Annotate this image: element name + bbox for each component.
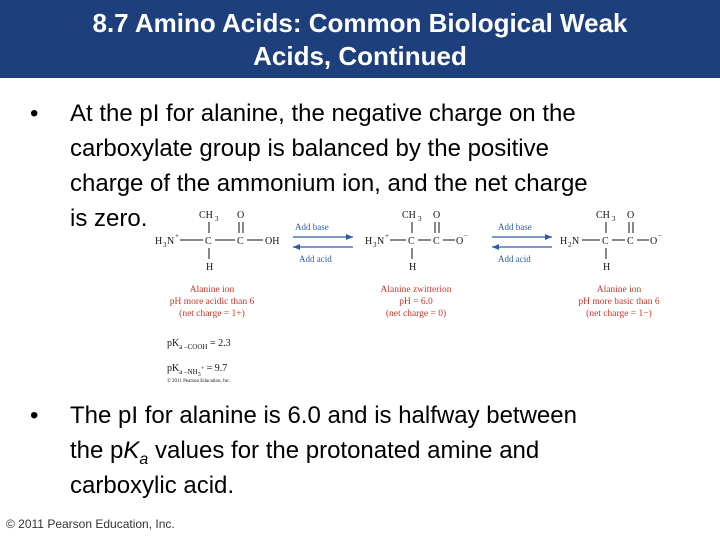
svg-text:H: H <box>155 236 163 247</box>
svg-text:N: N <box>572 236 580 247</box>
bullet-1-line-2: carboxylate group is balanced by the positive <box>70 135 549 162</box>
svg-text:C: C <box>627 236 634 247</box>
svg-text:H: H <box>409 262 417 273</box>
pka-k: K <box>123 437 140 464</box>
bullet-1-line-1: At the pI for alanine, the negative charge on the <box>70 100 576 127</box>
svg-text:H: H <box>603 262 611 273</box>
pka2-prefix: pK <box>167 363 180 374</box>
bullet-1-line-3: charge of the ammonium ion, and the net charge <box>70 170 588 197</box>
ion2-name: Alanine zwitterion <box>380 285 452 295</box>
equilibrium-arrows-2 <box>492 222 552 264</box>
pka-values <box>167 338 231 384</box>
figure-copyright: © 2011 Pearson Education, Inc. <box>167 379 231 384</box>
svg-text:CH: CH <box>596 210 610 221</box>
ion3-charge: (net charge = 1−) <box>586 309 652 319</box>
svg-text:O: O <box>433 210 441 221</box>
svg-text:3: 3 <box>163 241 167 249</box>
pka1-sub: a –COOH <box>179 343 208 351</box>
ion2-charge: (net charge = 0) <box>385 309 447 319</box>
svg-text:N: N <box>167 236 175 247</box>
svg-text:C: C <box>205 236 212 247</box>
svg-text:pKa –NH3+ = 9.7 <box>167 363 227 378</box>
svg-text:+: + <box>385 232 389 240</box>
svg-text:C: C <box>602 236 609 247</box>
alanine-cation-structure <box>155 210 279 273</box>
alanine-zwitterion-structure <box>365 210 468 273</box>
svg-text:H: H <box>560 236 568 247</box>
ion1-charge: (net charge = 1+) <box>179 309 245 319</box>
pka1-prefix: pK <box>167 338 180 349</box>
svg-text:−: − <box>658 232 662 240</box>
svg-text:+: + <box>175 232 179 240</box>
svg-text:3: 3 <box>418 215 422 223</box>
svg-text:−: − <box>464 232 468 240</box>
bullet-2-prefix: the p <box>70 437 124 464</box>
svg-text:3: 3 <box>215 215 219 223</box>
svg-text:pKa –COOH = 2.3 <box>167 338 231 351</box>
bullet-2-line-3: carboxylic acid. <box>70 472 235 499</box>
bullet-2-dot: • <box>30 402 39 429</box>
ion3-name: Alanine ion <box>596 285 642 295</box>
add-base-label-1: Add base <box>295 222 329 232</box>
svg-text:OH: OH <box>265 236 280 247</box>
pka2-sub2: 3 <box>197 372 201 378</box>
svg-text:2: 2 <box>568 241 572 249</box>
svg-text:CH: CH <box>402 210 416 221</box>
svg-text:O: O <box>456 236 464 247</box>
alanine-anion-structure <box>560 210 662 273</box>
ion1-name: Alanine ion <box>189 285 235 295</box>
pka2-sup: + <box>200 366 205 372</box>
svg-text:C: C <box>408 236 415 247</box>
svg-text:C: C <box>237 236 244 247</box>
svg-text:N: N <box>377 236 385 247</box>
svg-text:H: H <box>365 236 373 247</box>
svg-text:CH: CH <box>199 210 213 221</box>
title-line-1: 8.7 Amino Acids: Common Biological Weak <box>92 8 628 38</box>
svg-text:O: O <box>650 236 658 247</box>
svg-text:O: O <box>237 210 245 221</box>
pka2-value: = 9.7 <box>204 363 228 374</box>
pka1-value: = 2.3 <box>207 338 231 349</box>
ion2-ph: pH = 6.0 <box>399 297 433 307</box>
svg-text:3: 3 <box>373 241 377 249</box>
add-acid-label-1: Add acid <box>299 254 332 264</box>
slide-title <box>0 0 720 78</box>
pka-a: a <box>139 450 149 468</box>
bullet-2-line-1: The pI for alanine is 6.0 and is halfway between <box>70 402 577 429</box>
add-acid-label-2: Add acid <box>498 254 531 264</box>
svg-text:H: H <box>206 262 214 273</box>
svg-text:C: C <box>433 236 440 247</box>
equilibrium-arrows-1 <box>293 222 353 264</box>
bullet-2-suffix: values for the protonated amine and <box>148 437 540 464</box>
ion3-ph: pH more basic than 6 <box>578 297 660 307</box>
ion1-ph: pH more acidic than 6 <box>169 297 255 307</box>
add-base-label-2: Add base <box>498 222 532 232</box>
svg-text:3: 3 <box>612 215 616 223</box>
bullet-1-dot: • <box>30 100 39 127</box>
alanine-equilibrium-figure <box>155 200 675 390</box>
title-line-2: Acids, Continued <box>253 41 467 71</box>
copyright-footer: © 2011 Pearson Education, Inc. <box>6 517 175 531</box>
pka2-sub: a –NH <box>179 368 198 376</box>
svg-text:O: O <box>627 210 635 221</box>
bullet-1-line-4: is zero. <box>70 205 148 232</box>
